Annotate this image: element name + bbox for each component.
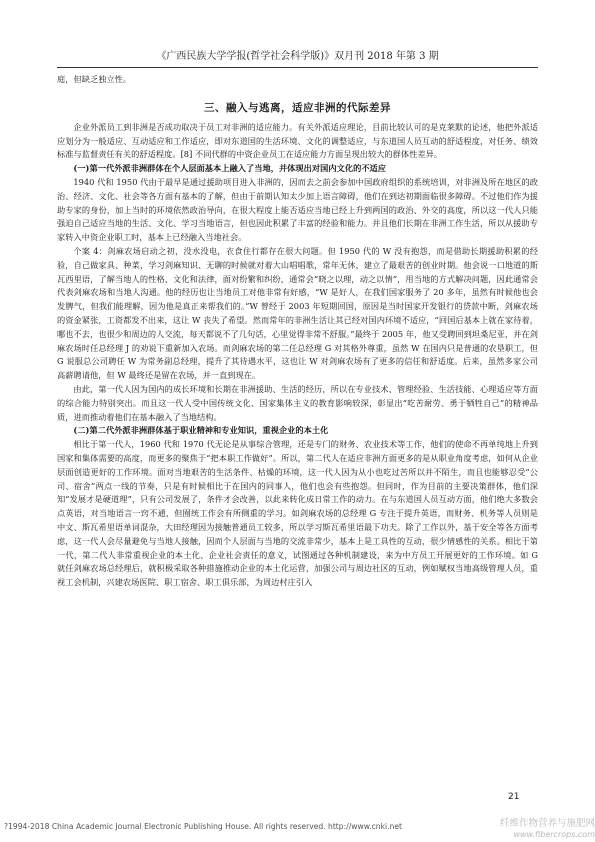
watermark-title: 纤维作物营养与施肥网 [499,818,595,829]
paragraph-second-generation: 相比于第一代人，1960 代和 1970 代无论是从事综合管理，还是专门的财务、农业技术等工作，他们的使命不再单纯地上升到国家和集体需要的高度，而更多的聚焦于“把本职工作做好”。所以，第二代人在适应非洲方面更多的是从职业角度考虑，如何从企业层面创造更好的工作环境。面对当地艰苦的生活条件、枯燥的环境，这一代人因为从小也吃过苦所以并不陌生，而且也能够忍受“公司、宿舍”两点一线的节奏，只是有时候相比于在国内的同事人，他们也会有些抱怨。但同时，作为目前的主要决策群体，他们深知“发展才是硬道理”，只有公司发展了，条件才会改善，以此来转化成日常工作的动力。在与东道国人员互动方面，他们绝大多数会点英语，对当地语言一窍不通，但囿统工作会有所侧重的学习。如剑麻农场的总经理 G 专注于提升英语，而财务、机务等人员则是中文、斯瓦希里语单词混杂，大田经理因为接触普通员工较多，所以学习斯瓦希里语最下功夫。除了工作以外，基于安全等各方面考虑，这一代人会尽量避免与当地人接触，因而个人层面与当地的交流非常少，基本上是工具性的互动，很少情感性的关系。相比于第一代，第二代人非常重视企业的本土化、企业社会责任的意义，试图通过各种机制建设，来为中方员工开展更好的工作环境。如 G 就任剑麻农场总经理后，就积极采取各种措施推动企业的本土化运营，加强公司与周边社区的互动，例如赋权当地高级管理人员，重视工会机制，兴建农场医院、职工宿舍、职工俱乐部，为周边村庄引入 [57,439,538,588]
article-body [57,73,538,590]
subheading-second-generation: (二)第二代外派非洲群体基于职业精神和专业知识，重视企业的本土化 [73,425,329,436]
section-heading: 三、融入与逃离，适应非洲的代际差异 [204,101,391,114]
paragraph-case-4: 个案 4：剑麻农场启动之初，没水没电，衣食住行都存在很大问题。但 1950 代的 W 没有抱怨，而是借助长期援助积累的经验，自己做家具、种菜，学习剑麻知识、无聊的时候就对着大山唱唱歌，常年无休，建立了最艰苦的创业时期。他会说一口地道的斯瓦西里语，了解当地人的性格、文化和法律，面对纷繁和纠纷，通常会“晓之以理，动之以情”，用当地的方式解决问题，因此通常会代表剑麻农场和当地人沟通。他的经历也让当地员工对他非常有好感，“W 是好人，在我们国家服务了 20 多年，虽然有时候他也会发脾气，但我们能理解，因为他是真正来帮我们的。”W 曾经于 2003 年短期回国，原因是当时国家开发银行的贷款中断，剑麻农场的资金紧张，工资都发不出来，这让 W 丧失了希望。然而常年的非洲生活让其已经对国内环境不适应，“回国后基本上就在家待着，哪也不去，也很少和周边的人交流，每天都说不了几句话，心里觉得非常不舒服。”最终于 2005 年，他又受聘回到坦桑尼亚，并在剑麻农场时任总经理 J 的劝说下重新加入农场。而剑麻农场的第二任总经理 G 对其格外尊重，虽然 W 在国内只是普通的农垦职工，但 G 说服总公司聘任 W 为常务副总经理，提升了其待遇水平，这也让 W 对剑麻农场有了更多的信任和舒适度。后来，虽然多家公司高薪聘请他，但 W 最终还是留在农场，并一直到现在。 [57,245,538,381]
lead-text: 庭，但缺乏独立性。 [57,74,132,84]
page-number: 21 [508,792,520,802]
running-head: 《广西民族大学学报(哲学社会科学版)》双月刊 2018 年第 3 期 [156,51,439,62]
copyright-footer: ?1994-2018 China Academic Journal Electronic Publishing House. All rights reserved. http://www.cnki.net [4,822,403,831]
subheading-first-generation: (一)第一代外派非洲群体在个人层面基本上融入了当地，并体现出对国内文化的不适应 [73,163,387,174]
site-watermark [470,818,595,840]
watermark-url: www.fibercrops.com [513,830,595,839]
header-rule [57,67,538,68]
paragraph-summary: 由此，第一代人因为国内的成长环境和长期在非洲援助、生活的经历，所以在专业技术、管理经验、生活技能、心理适应等方面的综合能力特别突出。而且这一代人受中国传统文化、国家集体主义的教育影响较深，彰显出“吃苦耐劳、勇于牺牲自己”的精神品质，进而推动着他们在基本融入了当地结构。 [57,383,538,422]
intro-paragraph: 企业外派员工到非洲是否成功取决于员工对非洲的适应能力。有关外派适应理论，目前比较认可的是克莱默的论述，他把外派适应划分为一般适应、互动适应和工作适应，即对东道国的生活环境、文化的调整适应，与东道国人员互动的舒适程度，对任务、绩效标准与监督责任有关的舒适程度。[8] 不同代群的中资企业员工在适应能力方面呈现出较大的群体性差异。 [57,121,538,160]
paragraph-first-generation: 1940 代和 1950 代由于最早是通过援助项目进入非洲的，因而去之前会参加中国政府组织的系统培训，对非洲及所在地区的政治、经济、文化、社会等各方面有基本的了解，但由于前期认知太少加上语言障碍，他们在到达初期面临很多障碍。不过他们作为援助专家的身份，加上当时的环境依然政治导向，在很大程度上能否适应当地已经上升到两国的政治、外交的高度，所以这一代人只能强迫自己适应当地的生活、文化、学习当地语言，但也因此积累了丰富的经验和能力。并且他们长期在非洲工作生活，所以从援助专家转入中资企业职工时，基本上已经融入当地社会。 [57,176,538,243]
